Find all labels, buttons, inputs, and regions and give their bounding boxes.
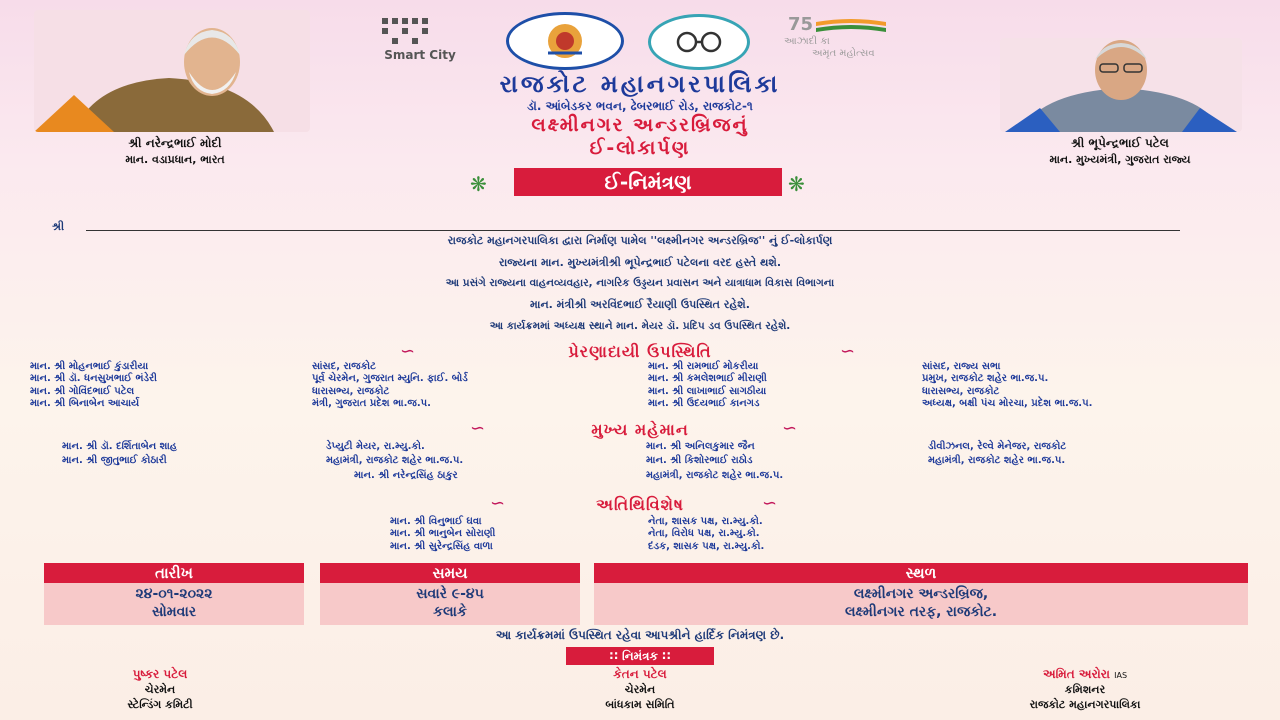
- salutation-line: [86, 230, 1180, 231]
- signatory-3-name: [970, 667, 1200, 682]
- inviter-dots-right-icon: ∷: [657, 649, 671, 663]
- event-title-line1: લક્ષ્મીનગર અન્ડરબ્રિજનું: [531, 114, 749, 136]
- right-leader-photo: [1000, 38, 1242, 132]
- special-guest-roles: [648, 516, 764, 553]
- chief-guest-role: મહામંત્રી, રાજકોટ શહેર ભા.જ.પ.: [928, 455, 1066, 466]
- signatory-3-role: કમિશનર: [1064, 683, 1106, 696]
- inspiration-right-swirl-icon: ∽: [840, 341, 856, 362]
- salutation-label: શ્રી: [52, 220, 65, 233]
- time-value: સવારે ૯-૪૫: [416, 586, 484, 602]
- inspiration-left-roles: [312, 361, 468, 410]
- list-item: પૂર્વ ચેરમેન, ગુજરાત મ્યુનિ. ફાઈ. બોર્ડ: [312, 373, 468, 385]
- body-line-3: આ પ્રસંગે રાજ્યના વાહનવ્યવહાર, નાગરિક ઉડ્ડયન પ્રવાસન અને યાત્રાધામ વિકાસ વિભાગના: [445, 277, 835, 289]
- amrit-line2: અમૃત મહોત્સવ: [812, 48, 875, 59]
- list-item: નેતા, શાસક પક્ષ, રા.મ્યુ.કો.: [648, 516, 763, 527]
- right-leader-name: શ્રી ભૂપેન્દ્રભાઈ પટેલ: [1071, 136, 1169, 150]
- list-item: નેતા, વિરોધ પક્ષ, રા.મ્યુ.કો.: [648, 528, 760, 540]
- list-item: માન. શ્રી લાખાભાઈ સાગઠીયા: [648, 385, 767, 397]
- list-item: માન. શ્રી બિનાબેન આચાર્ય: [30, 397, 140, 409]
- left-leader-photo: [34, 10, 310, 132]
- date-value: ૨૪-૦૧-૨૦૨૨: [135, 586, 213, 602]
- date-box: [44, 583, 304, 625]
- inspiration-left-swirl-icon: ∽: [400, 341, 416, 362]
- chief-guest-role: મહામંત્રી, રાજકોટ શહેર ભા.જ.પ.: [326, 455, 464, 466]
- list-item: માન. શ્રી ડૉ. ધનસુખભાઈ ભંડેરી: [30, 373, 158, 385]
- chief-guest-role: મહામંત્રી, રાજકોટ શહેર ભા.જ.પ.: [646, 470, 784, 481]
- list-item: માન. શ્રી કમલેશભાઈ મીરાણી: [648, 373, 767, 385]
- left-leader-name: શ્રી નરેન્દ્રભાઈ મોદી: [128, 136, 222, 150]
- chief-guest-name: માન. શ્રી ડૉ. દર્શિતાબેન શાહ: [62, 441, 177, 452]
- list-item: માન. શ્રી ગોવિંદભાઈ પટેલ: [30, 385, 135, 397]
- invitation-badge: ઈ-નિમંત્રણ: [514, 168, 782, 196]
- body-line-1: રાજકોટ મહાનગરપાલિકા દ્વારા નિર્માણ પામેલ ''લક્ષ્મીનગર અન્ડરબ્રિજ'' નું ઈ-લોકાર્પણ: [447, 234, 833, 247]
- list-item: માન. શ્રી ઉદયભાઈ કાનગડ: [648, 397, 760, 409]
- list-item: માન. શ્રી સુરેન્દ્રસિંહ વાળા: [390, 540, 493, 552]
- left-leader-title: માન. વડાપ્રધાન, ભારત: [125, 153, 225, 166]
- chief-guest-role: ડીવીઝનલ, રેલ્વે મેનેજર, રાજકોટ: [928, 441, 1067, 452]
- list-item: પ્રમુખ, રાજકોટ શહેર ભા.જ.પ.: [922, 373, 1049, 385]
- list-item: સાંસદ, રાજ્ય સભા: [922, 361, 1001, 372]
- list-item: માન. શ્રી વિનુભાઈ ઘવા: [390, 516, 482, 527]
- list-item: માન. શ્રી ભાનુબેન સોરાણી: [390, 528, 496, 540]
- smart-city-logo: [358, 14, 482, 66]
- chief-guests-left-swirl-icon: ∽: [470, 418, 486, 439]
- signatory-3-suffix: IAS: [1114, 671, 1128, 680]
- chief-guest-name: માન. શ્રી નરેન્દ્રસિંહ ઠાકુર: [354, 470, 458, 481]
- inspiration-right-names: [648, 361, 767, 410]
- list-item: માન. શ્રી રામભાઈ મોકરીયા: [648, 361, 759, 372]
- event-title-line2: ઈ-લોકાર્પણ: [589, 137, 691, 159]
- signatory-2-name: કેતન પટેલ: [613, 667, 667, 681]
- signatory-2-body: બાંધકામ સમિતિ: [605, 698, 675, 711]
- special-guests-right-swirl-icon: ∽: [762, 493, 778, 514]
- list-item: સાંસદ, રાજકોટ: [312, 361, 376, 372]
- right-leader-title: માન. મુખ્યમંત્રી, ગુજરાત રાજ્ય: [1049, 153, 1191, 166]
- special-guests-left-swirl-icon: ∽: [490, 493, 506, 514]
- signatory-3-name-text: અમિત અરોરા: [1042, 667, 1110, 681]
- body-line-5: આ કાર્યક્રમમાં અધ્યક્ષ સ્થાને માન. મેયર ડૉ. પ્રદિપ ડવ ઉપસ્થિત રહેશે.: [489, 320, 791, 332]
- venue-box: [594, 583, 1248, 625]
- inspiration-right-roles: [922, 361, 1092, 410]
- inspiration-left-names: [30, 361, 157, 410]
- chief-guest-role: ડેપ્યુટી મેયર, રા.મ્યુ.કો.: [326, 441, 425, 452]
- inspiration-title: પ્રેરણાદાયી ઉપસ્થિતિ: [568, 342, 712, 361]
- inviter-badge: [566, 647, 714, 665]
- signatory-1-body: સ્ટેન્ડિંગ કમિટી: [127, 698, 193, 711]
- inviter-label: નિમંત્રક: [622, 649, 658, 663]
- org-address: ડૉ. આંબેડકર ભવન, ઢેબરભાઈ રોડ, રાજકોટ-૧: [527, 99, 753, 113]
- venue-line1: લક્ષ્મીનગર અન્ડરબ્રિજ,: [853, 586, 989, 602]
- chief-guest-name: માન. શ્રી અનિલકુમાર જૈન: [646, 441, 755, 452]
- chief-guest-name: માન. શ્રી કિશોરભાઈ રાઠોડ: [646, 455, 753, 466]
- list-item: ધારાસભ્ય, રાજકોટ: [922, 385, 1000, 397]
- signatory-1-name: પુષ્કર પટેલ: [132, 667, 188, 681]
- special-guest-names: [390, 516, 495, 553]
- org-name: રાજકોટ મહાનગરપાલિકા: [499, 70, 781, 98]
- list-item: દંડક, શાસક પક્ષ, રા.મ્યુ.કો.: [648, 540, 765, 552]
- chief-guests-title: મુખ્ય મહેમાન: [591, 420, 689, 439]
- signatory-1-role: ચેરમેન: [144, 683, 176, 696]
- badge-right-flower-icon: ❋: [788, 172, 805, 196]
- venue-line2: લક્ષ્મીનગર તરફ, રાજકોટ.: [844, 604, 998, 620]
- list-item: ધારાસભ્ય, રાજકોટ: [312, 385, 390, 397]
- date-header: તારીખ: [44, 563, 304, 583]
- chief-guests-right-swirl-icon: ∽: [782, 418, 798, 439]
- list-item: અધ્યક્ષ, બક્ષી પંચ મોરચા, પ્રદેશ ભા.જ.પ.: [922, 397, 1093, 409]
- signatory-3-body: રાજકોટ મહાનગરપાલિકા: [1029, 698, 1141, 711]
- venue-header: સ્થળ: [594, 563, 1248, 583]
- day-value: સોમવાર: [151, 604, 197, 620]
- time-unit: કલાકે: [433, 604, 467, 620]
- time-header: સમય: [320, 563, 580, 583]
- signatory-2-role: ચેરમેન: [624, 683, 656, 696]
- time-box: [320, 583, 580, 625]
- special-guests-title: અતિથિવિશેષ: [596, 495, 684, 514]
- inviter-dots-left-icon: ∷: [609, 649, 622, 663]
- smart-city-label: Smart City: [384, 48, 456, 62]
- amrit-75-text: 75: [788, 14, 814, 35]
- chief-guest-name: માન. શ્રી જીતુભાઈ કોઠારી: [62, 455, 167, 466]
- amrit-mahotsav-logo: [782, 14, 922, 62]
- body-line-2: રાજ્યના માન. મુખ્યમંત્રીશ્રી ભૂપેન્દ્રભાઈ પટેલના વરદ હસ્તે થશે.: [498, 256, 782, 269]
- swachh-bharat-icon: [648, 14, 750, 70]
- list-item: માન. શ્રી મોહનભાઈ કુંડારીયા: [30, 361, 149, 372]
- amrit-line1: આઝાદી કા: [784, 36, 830, 47]
- invite-line: આ કાર્યક્રમમાં ઉપસ્થિત રહેવા આપશ્રીને હાર્દિક નિમંત્રણ છે.: [495, 628, 785, 642]
- badge-left-flower-icon: ❋: [470, 172, 487, 196]
- list-item: મંત્રી, ગુજરાત પ્રદેશ ભા.જ.પ.: [312, 397, 431, 409]
- rmc-emblem-icon: [506, 12, 624, 70]
- body-line-4: માન. મંત્રીશ્રી અરવિંદભાઈ રૈયાણી ઉપસ્થિત રહેશે.: [530, 298, 750, 311]
